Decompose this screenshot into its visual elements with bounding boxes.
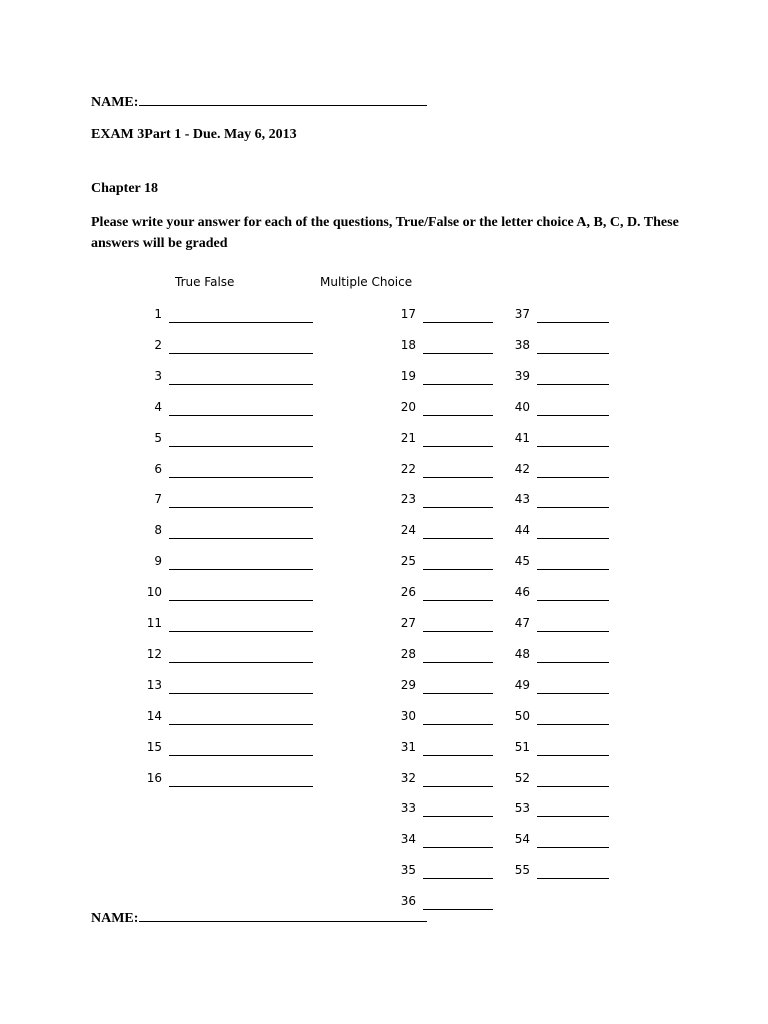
mc-answer-blank[interactable]: [423, 415, 493, 416]
mc-answer-blank[interactable]: [423, 786, 493, 787]
mc-answer-blank[interactable]: [423, 477, 493, 478]
mc-answer-blank[interactable]: [537, 816, 609, 817]
tf-question-number: 10: [146, 585, 162, 600]
tf-question-number: 2: [154, 337, 162, 352]
name-blank-line[interactable]: [139, 909, 427, 922]
mc-answer-blank[interactable]: [537, 755, 609, 756]
mc-answer-blank[interactable]: [423, 724, 493, 725]
mc-question-number: 40: [514, 399, 530, 414]
mc-answer-blank[interactable]: [423, 538, 493, 539]
mc-question-number: 54: [514, 832, 530, 847]
name-field-bottom[interactable]: [91, 909, 427, 927]
mc-question-number: 20: [400, 399, 416, 414]
mc-question-number: 29: [400, 677, 416, 692]
mc-question-number: 45: [514, 554, 530, 569]
tf-question-number: 14: [146, 708, 162, 723]
mc-question-number: 30: [400, 708, 416, 723]
mc-question-number: 49: [514, 677, 530, 692]
mc-answer-blank[interactable]: [423, 507, 493, 508]
mc-question-number: 25: [400, 554, 416, 569]
tf-answer-blank[interactable]: [169, 538, 313, 539]
tf-answer-blank[interactable]: [169, 384, 313, 385]
tf-question-number: 5: [154, 430, 162, 445]
mc-question-number: 37: [514, 307, 530, 321]
tf-answer-blank[interactable]: [169, 600, 313, 601]
mc-question-number: 41: [514, 430, 530, 445]
mc-question-number: 22: [400, 461, 416, 476]
tf-answer-blank[interactable]: [169, 693, 313, 694]
mc-answer-blank[interactable]: [537, 878, 609, 879]
mc-question-number: 53: [514, 801, 530, 816]
mc-question-number: 36: [400, 894, 416, 909]
exam-title: EXAM 3Part 1 - Due. May 6, 2013: [91, 127, 297, 142]
tf-answer-blank[interactable]: [169, 569, 313, 570]
mc-answer-blank[interactable]: [423, 631, 493, 632]
tf-answer-blank[interactable]: [169, 631, 313, 632]
tf-answer-blank[interactable]: [169, 724, 313, 725]
mc-question-number: 43: [514, 492, 530, 507]
mc-answer-blank[interactable]: [537, 477, 609, 478]
tf-question-number: 7: [154, 492, 162, 507]
mc-answer-blank[interactable]: [423, 446, 493, 447]
mc-question-number: 19: [400, 368, 416, 383]
mc-answer-blank[interactable]: [537, 569, 609, 570]
mc-answer-blank[interactable]: [423, 353, 493, 354]
tf-question-number: 6: [154, 461, 162, 476]
tf-answer-blank[interactable]: [169, 415, 313, 416]
mc-answer-blank[interactable]: [423, 755, 493, 756]
mc-question-number: 27: [400, 616, 416, 630]
mc-answer-blank[interactable]: [537, 662, 609, 663]
mc-question-number: 26: [400, 585, 416, 600]
mc-question-number: 31: [400, 739, 416, 754]
mc-answer-blank[interactable]: [423, 600, 493, 601]
mc-question-number: 52: [514, 770, 530, 785]
mc-question-number: 34: [400, 832, 416, 847]
mc-question-number: 39: [514, 368, 530, 383]
mc-question-number: 23: [400, 492, 416, 507]
tf-question-number: 16: [146, 770, 162, 785]
mc-question-number: 17: [400, 307, 416, 321]
mc-question-number: 38: [514, 337, 530, 352]
mc-question-number: 33: [400, 801, 416, 816]
tf-answer-blank[interactable]: [169, 786, 313, 787]
mc-question-number: 44: [514, 523, 530, 538]
mc-answer-blank[interactable]: [537, 384, 609, 385]
mc-answer-blank[interactable]: [537, 600, 609, 601]
name-blank-line[interactable]: [139, 93, 427, 106]
tf-question-number: 12: [146, 646, 162, 661]
multiple-choice-heading: Multiple Choice: [320, 275, 413, 289]
mc-answer-blank[interactable]: [423, 662, 493, 663]
mc-answer-blank[interactable]: [537, 847, 609, 848]
tf-answer-blank[interactable]: [169, 755, 313, 756]
instructions-text: Please write your answer for each of the questions, True/False or the letter choice A, B, C, D. These answers will be graded: [91, 215, 679, 251]
chapter-heading: Chapter 18: [91, 181, 159, 196]
mc-question-number: 47: [514, 616, 530, 630]
mc-question-number: 50: [514, 708, 530, 723]
mc-answer-blank[interactable]: [423, 569, 493, 570]
tf-question-number: 4: [154, 399, 162, 414]
tf-question-number: 13: [146, 677, 162, 692]
mc-answer-blank[interactable]: [423, 384, 493, 385]
mc-answer-blank[interactable]: [423, 322, 493, 323]
mc-answer-blank[interactable]: [537, 446, 609, 447]
mc-answer-blank[interactable]: [537, 786, 609, 787]
mc-answer-blank[interactable]: [423, 693, 493, 694]
mc-question-number: 18: [400, 337, 416, 352]
mc-question-number: 24: [400, 523, 416, 538]
name-label: NAME:: [91, 95, 139, 110]
true-false-heading: True False: [175, 275, 235, 289]
mc-question-number: 32: [400, 770, 416, 785]
mc-answer-blank[interactable]: [537, 507, 609, 508]
mc-answer-blank[interactable]: [423, 847, 493, 848]
tf-answer-blank[interactable]: [169, 662, 313, 663]
mc-answer-blank[interactable]: [537, 322, 609, 323]
mc-answer-blank[interactable]: [537, 538, 609, 539]
mc-answer-blank[interactable]: [423, 909, 493, 910]
tf-answer-blank[interactable]: [169, 353, 313, 354]
mc-answer-blank[interactable]: [537, 353, 609, 354]
mc-answer-blank[interactable]: [537, 693, 609, 694]
name-field-top[interactable]: [91, 93, 427, 111]
tf-question-number: 1: [154, 307, 162, 321]
mc-answer-blank[interactable]: [537, 724, 609, 725]
mc-question-number: 42: [514, 461, 530, 476]
mc-answer-blank[interactable]: [537, 415, 609, 416]
mc-question-number: 51: [514, 739, 530, 754]
tf-answer-blank[interactable]: [169, 507, 313, 508]
tf-question-number: 9: [154, 554, 162, 569]
tf-question-number: 3: [154, 368, 162, 383]
mc-question-number: 28: [400, 646, 416, 661]
mc-question-number: 48: [514, 646, 530, 661]
name-label: NAME:: [91, 911, 139, 926]
tf-answer-blank[interactable]: [169, 477, 313, 478]
mc-question-number: 21: [400, 430, 416, 445]
mc-answer-blank[interactable]: [423, 816, 493, 817]
tf-answer-blank[interactable]: [169, 446, 313, 447]
tf-question-number: 11: [146, 616, 162, 630]
mc-question-number: 46: [514, 585, 530, 600]
tf-answer-blank[interactable]: [169, 322, 313, 323]
mc-question-number: 35: [400, 863, 416, 878]
mc-answer-blank[interactable]: [423, 878, 493, 879]
mc-question-number: 55: [514, 863, 530, 878]
mc-answer-blank[interactable]: [537, 631, 609, 632]
tf-question-number: 8: [154, 523, 162, 538]
tf-question-number: 15: [146, 739, 162, 754]
